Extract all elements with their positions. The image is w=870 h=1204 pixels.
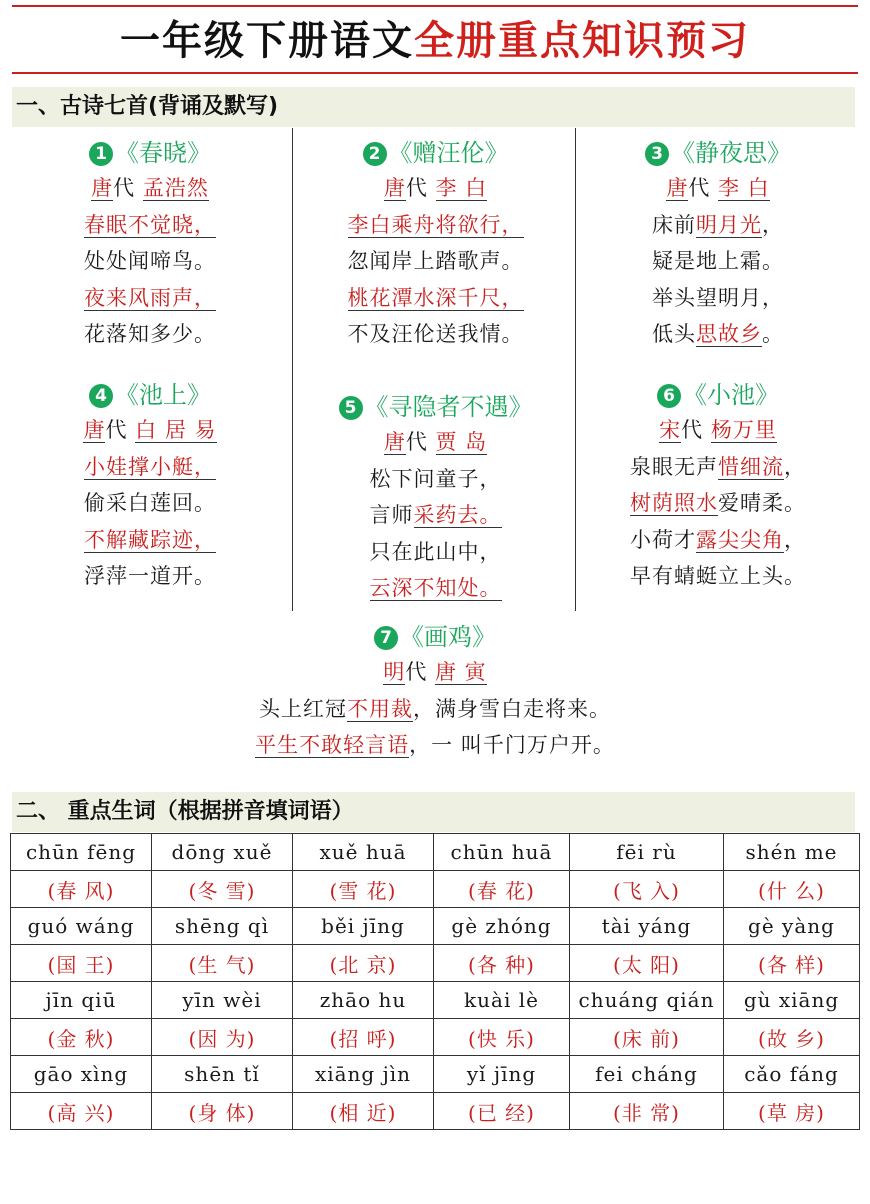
- poem-title: [175, 620, 695, 654]
- word-answer: 相 近: [338, 1100, 388, 1125]
- poem-author: [30, 412, 270, 449]
- pinyin-cell: chuáng qián: [570, 982, 724, 1019]
- pinyin-cell: shén me: [724, 834, 860, 871]
- answer-text: 明月光: [696, 212, 762, 237]
- answer-text: 小娃撑小艇，: [84, 454, 216, 479]
- poem-text: 代: [681, 418, 711, 442]
- poem-text: 早有蜻蜓立上头。: [630, 564, 806, 588]
- poem: [30, 378, 270, 595]
- poem-line: [30, 207, 270, 244]
- poem: [598, 136, 838, 353]
- word-cell: (招 呼): [293, 1019, 434, 1056]
- poem-author: [303, 424, 568, 461]
- word-cell: (春 花): [434, 871, 570, 908]
- poem-text: 代: [688, 176, 718, 200]
- title-rule: [12, 72, 858, 74]
- poem-line: [598, 449, 838, 486]
- poem-text: 举头望明月，: [652, 285, 784, 310]
- pinyin-cell: yǐ jīng: [434, 1056, 570, 1093]
- poem-title-text: 《赠汪伦》: [388, 139, 509, 167]
- word-row: [11, 945, 860, 982]
- word-answer: 招 呼: [338, 1026, 388, 1051]
- poem-text: 花落知多少。: [84, 322, 216, 346]
- poem-number-badge: 2: [363, 142, 387, 166]
- poem-line: [313, 280, 558, 317]
- word-cell: (身 体): [152, 1093, 293, 1130]
- poem-number-badge: 5: [339, 396, 363, 420]
- answer-text: 李 白: [718, 176, 770, 200]
- word-answer: 太 阳: [621, 952, 672, 977]
- pinyin-cell: gāo xìng: [11, 1056, 152, 1093]
- word-answer: 春 花: [476, 878, 527, 903]
- pinyin-cell: gè yàng: [724, 908, 860, 945]
- word-cell: (高 兴): [11, 1093, 152, 1130]
- poem-title-text: 《画鸡》: [400, 623, 496, 651]
- pinyin-cell: kuài lè: [434, 982, 570, 1019]
- poem-number-badge: 4: [89, 384, 113, 408]
- word-row: [11, 871, 860, 908]
- word-cell: (草 房): [724, 1093, 860, 1130]
- answer-text: 采药去。: [413, 503, 502, 527]
- answer-text: 不解藏踪迹，: [84, 527, 216, 552]
- word-cell: (春 风): [11, 871, 152, 908]
- poem-text: 泉眼无声: [630, 454, 718, 479]
- word-cell: (故 乡): [724, 1019, 860, 1056]
- word-row: [11, 1093, 860, 1130]
- pinyin-cell: xuě huā: [293, 834, 434, 871]
- poem-line: [30, 522, 270, 559]
- poem: [175, 620, 695, 764]
- word-cell: (相 近): [293, 1093, 434, 1130]
- poem-text: 代: [105, 418, 136, 442]
- poem-line: [30, 558, 270, 595]
- word-cell: (什 么): [724, 871, 860, 908]
- word-cell: (快 乐): [434, 1019, 570, 1056]
- word-answer: 高 兴: [56, 1100, 106, 1125]
- answer-text: 春眠不觉晓，: [84, 212, 216, 237]
- poem-number-badge: 6: [657, 384, 681, 408]
- poem-line: [30, 243, 270, 280]
- word-cell: (生 气): [152, 945, 293, 982]
- word-answer: 国 王: [56, 952, 106, 977]
- answer-text: 孟浩然: [142, 176, 209, 200]
- answer-text: 李 白: [435, 176, 488, 200]
- answer-text: 不用裁: [347, 696, 413, 721]
- answer-text: 露尖尖角: [696, 527, 784, 552]
- poem-line: [30, 485, 270, 522]
- poem-text: ，满身雪白走将来。: [413, 696, 611, 721]
- poem-text: 小荷才: [630, 527, 696, 552]
- pinyin-cell: fei cháng: [570, 1056, 724, 1093]
- word-answer: 非 常: [621, 1100, 672, 1125]
- top-rule: [12, 5, 858, 7]
- word-answer: 各 样: [766, 952, 817, 977]
- poem-line: [303, 570, 568, 607]
- pinyin-cell: shēn tǐ: [152, 1056, 293, 1093]
- answer-text: 思故乡: [696, 322, 762, 346]
- answer-text: 白 居 易: [135, 418, 217, 442]
- answer-text: 杨万里: [710, 418, 777, 442]
- poem-line: [175, 691, 695, 728]
- poem-title: [598, 378, 838, 412]
- poem-line: [598, 243, 838, 280]
- pinyin-cell: dōng xuě: [152, 834, 293, 871]
- poem-title-text: 《池上》: [115, 381, 211, 409]
- word-answer: 生 气: [197, 952, 247, 977]
- answer-text: 唐: [91, 176, 114, 200]
- poem-line: [313, 207, 558, 244]
- poem-line: [598, 207, 838, 244]
- poem: [313, 136, 558, 353]
- answer-text: 夜来风雨声，: [84, 285, 216, 310]
- answer-text: 贾 岛: [435, 430, 488, 454]
- poem-text: 代: [405, 176, 436, 200]
- word-cell: (太 阳): [570, 945, 724, 982]
- poem-text: 头上红冠: [259, 696, 347, 721]
- poem-text: 忽闻岸上踏歌声。: [347, 249, 524, 273]
- poem-line: [598, 316, 838, 353]
- word-answer: 金 秋: [56, 1026, 106, 1051]
- poem-line: [303, 497, 568, 534]
- answer-text: 树荫照水: [630, 491, 718, 515]
- word-answer: 北 京: [338, 952, 388, 977]
- poem-title: [598, 136, 838, 170]
- pinyin-cell: gè zhóng: [434, 908, 570, 945]
- pinyin-cell: gù xiāng: [724, 982, 860, 1019]
- word-answer: 各 种: [476, 952, 527, 977]
- poem-text: 言师: [369, 503, 414, 527]
- pinyin-cell: yīn wèi: [152, 982, 293, 1019]
- word-answer: 故 乡: [766, 1026, 817, 1051]
- answer-text: 惜细流: [718, 454, 784, 479]
- poem-line: [313, 316, 558, 353]
- pinyin-cell: guó wáng: [11, 908, 152, 945]
- answer-text: 唐: [83, 418, 106, 442]
- poem-line: [30, 280, 270, 317]
- pinyin-cell: xiāng jìn: [293, 1056, 434, 1093]
- answer-text: 唐: [383, 176, 406, 200]
- word-answer: 身 体: [197, 1100, 247, 1125]
- poem-text: 代: [405, 660, 435, 684]
- pinyin-cell: chūn fēng: [11, 834, 152, 871]
- word-cell: (已 经): [434, 1093, 570, 1130]
- word-cell: (非 常): [570, 1093, 724, 1130]
- word-answer: 什 么: [766, 878, 817, 903]
- word-cell: (冬 雪): [152, 871, 293, 908]
- poem-text: ，: [784, 527, 806, 552]
- poem-title-text: 《小池》: [683, 381, 779, 409]
- pinyin-cell: fēi rù: [570, 834, 724, 871]
- word-cell: (各 种): [434, 945, 570, 982]
- poem-title-text: 《静夜思》: [671, 139, 791, 167]
- answer-text: 唐 寅: [435, 660, 487, 684]
- pinyin-cell: shēng qì: [152, 908, 293, 945]
- pinyin-cell: zhāo hu: [293, 982, 434, 1019]
- poem-number-badge: 3: [645, 142, 669, 166]
- pinyin-row: [11, 1056, 860, 1093]
- column-divider: [292, 128, 293, 611]
- poem-line: [303, 461, 568, 498]
- word-answer: 雪 花: [338, 878, 388, 903]
- pinyin-row: [11, 982, 860, 1019]
- poem-title: [30, 136, 270, 170]
- poem-line: [30, 316, 270, 353]
- poem: [30, 136, 270, 353]
- poem-author: [598, 412, 838, 449]
- word-cell: (国 王): [11, 945, 152, 982]
- poem-author: [175, 654, 695, 691]
- word-cell: (各 样): [724, 945, 860, 982]
- poem-title: [303, 390, 568, 424]
- poem-line: [175, 727, 695, 764]
- word-answer: 草 房: [766, 1100, 817, 1125]
- word-answer: 床 前: [621, 1026, 672, 1051]
- poem-text: ，一 叫千门万户开。: [409, 733, 615, 757]
- poem-text: 低头: [652, 322, 696, 346]
- poem-number-badge: 7: [374, 626, 398, 650]
- pinyin-cell: cǎo fáng: [724, 1056, 860, 1093]
- pinyin-cell: běi jīng: [293, 908, 434, 945]
- poem-text: 代: [405, 430, 436, 454]
- vocab-table: [10, 833, 860, 1130]
- pinyin-cell: chūn huā: [434, 834, 570, 871]
- poem-author: [30, 170, 270, 207]
- poem-title-text: 《春晓》: [115, 139, 211, 167]
- poem-line: [598, 485, 838, 522]
- word-answer: 已 经: [476, 1100, 527, 1125]
- word-cell: (因 为): [152, 1019, 293, 1056]
- poem-text: ，: [784, 454, 806, 479]
- word-answer: 快 乐: [476, 1026, 527, 1051]
- word-answer: 飞 入: [621, 878, 672, 903]
- poem-text: 床前: [652, 212, 696, 237]
- poem-number-badge: 1: [89, 142, 113, 166]
- poem-text: 。: [762, 322, 784, 346]
- poem-line: [303, 534, 568, 571]
- section-heading-vocab: 二、 重点生词（根据拼音填词语）: [12, 792, 855, 832]
- poem-title-text: 《寻隐者不遇》: [364, 393, 533, 421]
- poem-text: 代: [113, 176, 143, 200]
- answer-text: 云深不知处。: [369, 576, 502, 600]
- poem-text: 浮萍一道开。: [84, 564, 216, 588]
- answer-text: 宋: [659, 418, 682, 442]
- word-cell: (金 秋): [11, 1019, 152, 1056]
- poem-text: 疑是地上霜。: [652, 249, 784, 273]
- poem-line: [598, 558, 838, 595]
- poem-text: 处处闻啼鸟。: [84, 249, 216, 273]
- answer-text: 唐: [383, 430, 406, 454]
- word-cell: (北 京): [293, 945, 434, 982]
- column-divider: [575, 128, 576, 611]
- poem-author: [598, 170, 838, 207]
- word-row: [11, 1019, 860, 1056]
- poem-line: [598, 522, 838, 559]
- word-answer: 冬 雪: [197, 878, 247, 903]
- pinyin-row: [11, 908, 860, 945]
- poem-line: [30, 449, 270, 486]
- poem-author: [313, 170, 558, 207]
- poem-text: 只在此山中，: [369, 539, 502, 564]
- poem-line: [313, 243, 558, 280]
- poem: [303, 390, 568, 607]
- pinyin-cell: jīn qiū: [11, 982, 152, 1019]
- poem-text: 松下问童子，: [369, 466, 502, 491]
- answer-text: 明: [383, 660, 406, 684]
- word-cell: (雪 花): [293, 871, 434, 908]
- poem: [598, 378, 838, 595]
- pinyin-cell: tài yáng: [570, 908, 724, 945]
- answer-text: 桃花潭水深千尺，: [347, 285, 524, 310]
- section-heading-poems: 一、古诗七首(背诵及默写): [12, 87, 855, 127]
- poem-line: [598, 280, 838, 317]
- answer-text: 平生不敢轻言语: [255, 733, 410, 757]
- word-answer: 春 风: [56, 878, 106, 903]
- pinyin-row: [11, 834, 860, 871]
- poem-title: [313, 136, 558, 170]
- answer-text: 唐: [666, 176, 689, 200]
- poem-text: 不及汪伦送我情。: [347, 322, 524, 346]
- word-cell: (床 前): [570, 1019, 724, 1056]
- poem-text: ，: [762, 212, 784, 237]
- poem-text: 爱晴柔。: [718, 491, 806, 515]
- poem-text: 偷采白莲回。: [84, 491, 216, 515]
- word-answer: 因 为: [197, 1026, 247, 1051]
- word-cell: (飞 入): [570, 871, 724, 908]
- poem-title: [30, 378, 270, 412]
- answer-text: 李白乘舟将欲行，: [347, 212, 524, 237]
- page-title: 一年级下册语文全册重点知识预习: [120, 18, 750, 64]
